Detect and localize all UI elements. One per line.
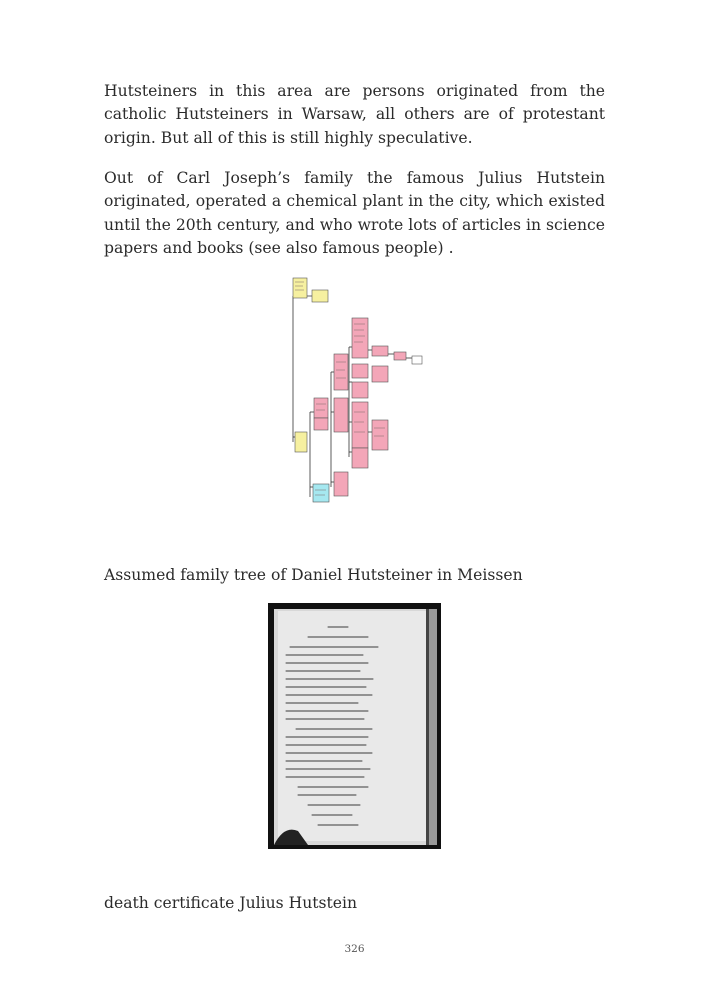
paragraph-hutsteiners-origin: Hutsteiners in this area are persons originated from the catholic Hutsteiners in Warsaw, all others are of protestant origin. But all of this is still highly speculative. xyxy=(104,82,605,147)
death-certificate-caption: death certificate Julius Hutstein xyxy=(104,894,358,912)
death-certificate-image xyxy=(268,603,441,849)
page-number: 326 xyxy=(344,943,365,955)
family-tree-figure xyxy=(286,272,426,508)
paragraph-julius-hutstein: Out of Carl Joseph’s family the famous Julius Hutstein originated, operated a chemical plant in the city, which existed until the 20th century, and who wrote lots of articles in science papers and books (see also famous people) . xyxy=(104,169,605,257)
family-tree-caption: Assumed family tree of Daniel Hutsteiner in Meissen xyxy=(104,566,523,584)
